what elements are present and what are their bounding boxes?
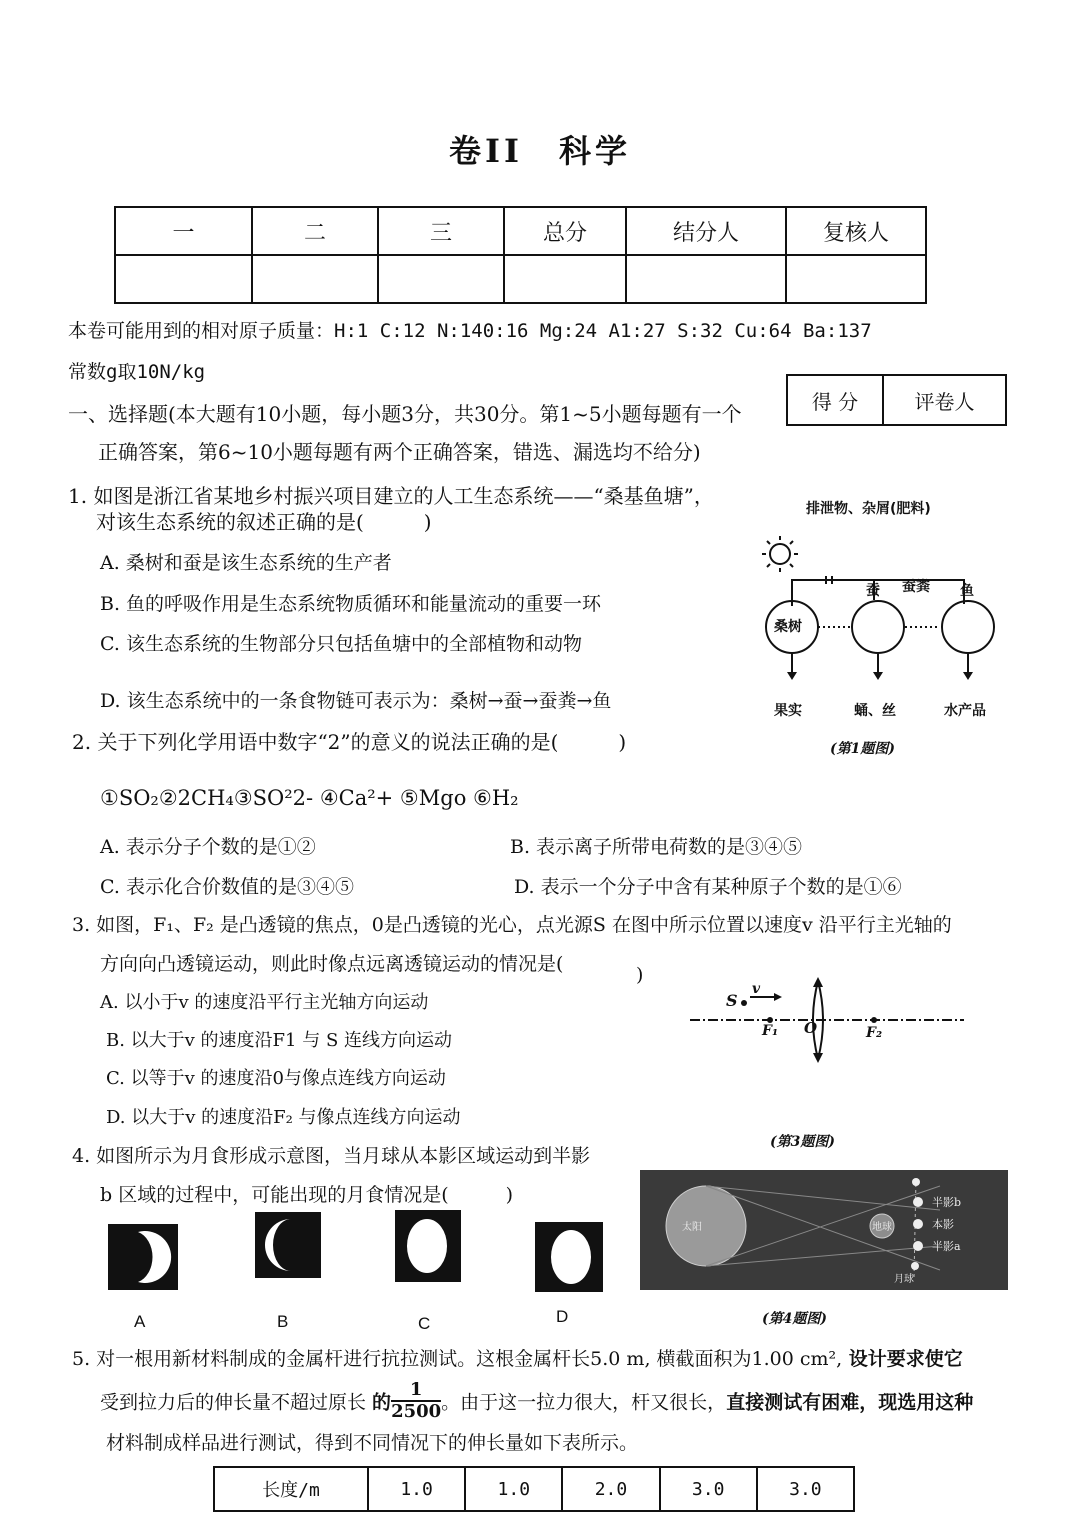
score-blank-cell[interactable] [504, 255, 626, 303]
q1-option-d[interactable]: D. 该生态系统中的一条食物链可表示为：桑树→蚕→蚕粪→鱼 [100, 690, 612, 712]
score-blank-cell[interactable] [252, 255, 378, 303]
velocity-label: v [752, 981, 761, 997]
silkworm-label: 蚕 [866, 583, 880, 599]
q3-stem-cont: 方向向凸透镜运动，则此时像点远离透镜运动的情况是( [100, 953, 564, 975]
q2-option-d[interactable]: D. 表示一个分子中含有某种原子个数的是①⑥ [514, 876, 902, 898]
sun-label: 太阳 [682, 1222, 702, 1233]
score-blank-cell[interactable] [626, 255, 786, 303]
score-blank-cell[interactable] [786, 255, 926, 303]
earth-label: 地球 [872, 1222, 892, 1233]
focus-f2-label: F₂ [866, 1025, 883, 1041]
pupa-silk-label: 蛹、丝 [854, 703, 896, 719]
moon-option-c-label: C [418, 1314, 431, 1333]
q4-stem-cont: b 区域的过程中，可能出现的月食情况是( ) [100, 1184, 514, 1206]
score-table-header-row [115, 207, 926, 255]
section-heading-cont: 正确答案，第6~10小题每题有两个正确答案，错选、漏选均不给分) [98, 440, 701, 464]
aquatic-label: 水产品 [944, 703, 986, 719]
q5-stem-part: 。由于这一拉力很大，杆又很长， [441, 1391, 727, 1414]
q3-option-c[interactable]: C. 以等于v 的速度沿0与像点连线方向运动 [106, 1068, 446, 1089]
score-header-cell: 二 [252, 207, 378, 255]
fruit-label: 果实 [774, 703, 802, 719]
q3-figure [688, 975, 968, 1150]
penumbra-b-label: 半影b [932, 1196, 962, 1209]
section-heading: 一、选择题(本大题有10小题，每小题3分，共30分。第1~5小题每题有一个 [68, 402, 742, 426]
q1-figure-caption: (第1题图) [830, 741, 895, 757]
q5-stem [72, 1344, 963, 1371]
moon-phase-b-icon [255, 1212, 321, 1278]
moon-option-c[interactable] [395, 1210, 461, 1282]
score-header-cell: 总分 [504, 207, 626, 255]
score-header-cell: 结分人 [626, 207, 786, 255]
q1-stem: 1. 如图是浙江省某地乡村振兴项目建立的人工生态系统——“桑基鱼塘”， [68, 484, 714, 508]
constant-note: 常数g取10N/kg [68, 361, 206, 383]
silkworm-dung-label: 蚕粪 [902, 579, 930, 595]
moon-phase-d-icon [535, 1222, 603, 1292]
score-table [114, 206, 927, 304]
lunar-eclipse-figure [640, 1170, 1008, 1290]
q1-stem-cont: 对该生态系统的叙述正确的是( ) [96, 510, 432, 534]
table-header-cell: 长度/m [214, 1467, 368, 1511]
q1-option-a[interactable]: A. 桑树和蚕是该生态系统的生产者 [100, 552, 392, 574]
q3-stem-paren: ) [636, 964, 644, 986]
q2-option-a[interactable]: A. 表示分子个数的是①② [100, 836, 316, 858]
moon-phase-c-icon [395, 1210, 461, 1282]
q1-figure [750, 492, 1040, 762]
reviewer-label: 评卷人 [883, 375, 1006, 425]
score-label: 得 分 [787, 375, 883, 425]
sun-icon [762, 536, 798, 572]
optical-center-label: O [804, 1019, 818, 1037]
moon-option-d[interactable] [535, 1222, 603, 1292]
moon-label: 月球 [894, 1274, 914, 1285]
table-cell: 3.0 [660, 1467, 757, 1511]
q5-stem-part-bold: 直接测试有困难，现选用这种 [726, 1391, 974, 1414]
q2-option-b[interactable]: B. 表示离子所带电荷数的是③④⑤ [510, 836, 803, 858]
moon-option-b[interactable] [255, 1212, 321, 1278]
umbra-label: 本影 [932, 1218, 954, 1231]
mulberry-label: 桑树 [774, 619, 802, 635]
fraction-denominator: 2500 [391, 1401, 442, 1422]
q4-figure-caption: (第4题图) [762, 1311, 827, 1327]
fraction [391, 1380, 441, 1422]
score-table-blank-row [115, 255, 926, 303]
q5-stem-part: 5. 对一根用新材料制成的金属杆进行抗拉测试。这根金属杆长5.0 m, 横截面积为1.00 cm², [72, 1348, 843, 1370]
penumbra-a-label: 半影a [932, 1240, 961, 1253]
q1-option-c[interactable]: C. 该生态系统的生物部分只包括鱼塘中的全部植物和动物 [100, 633, 582, 655]
q3-option-a[interactable]: A. 以小于v 的速度沿平行主光轴方向运动 [100, 992, 429, 1013]
table-row [214, 1467, 854, 1511]
score-header-cell: 一 [115, 207, 252, 255]
moon-option-a-label: A [134, 1312, 146, 1331]
score-blank-cell[interactable] [378, 255, 504, 303]
q1-option-b[interactable]: B. 鱼的呼吸作用是生态系统物质循环和能量流动的重要一环 [100, 593, 602, 615]
score-header-cell: 三 [378, 207, 504, 255]
q3-figure-caption: (第3题图) [770, 1134, 835, 1150]
q2-stem: 2. 关于下列化学用语中数字“2”的意义的说法正确的是( ) [72, 730, 627, 754]
q5-stem-cont [100, 1380, 973, 1422]
score-blank-cell[interactable] [115, 255, 252, 303]
fertilizer-label: 排泄物、杂屑(肥料) [806, 501, 931, 517]
q5-stem-part-bold: 的 [372, 1391, 392, 1414]
q5-stem-cont-2: 材料制成样品进行测试，得到不同情况下的伸长量如下表所示。 [106, 1432, 639, 1454]
table-cell: 1.0 [368, 1467, 465, 1511]
table-cell: 1.0 [465, 1467, 562, 1511]
score-header-cell: 复核人 [786, 207, 926, 255]
q4-stem: 4. 如图所示为月食形成示意图，当月球从本影区域运动到半影 [72, 1145, 591, 1167]
moon-option-b-label: B [277, 1312, 289, 1331]
focus-f1-label: F₁ [762, 1023, 779, 1039]
table-cell: 3.0 [757, 1467, 854, 1511]
grader-box [786, 374, 1007, 426]
q5-stem-part: 受到拉力后的伸长量不超过原长 [100, 1391, 373, 1414]
source-label: S [726, 991, 738, 1010]
q2-option-c[interactable]: C. 表示化合价数值的是③④⑤ [100, 876, 354, 898]
moon-phase-a-icon [108, 1224, 178, 1290]
moon-option-a[interactable] [108, 1224, 178, 1290]
q3-option-d[interactable]: D. 以大于v 的速度沿F₂ 与像点连线方向运动 [106, 1107, 461, 1128]
table-cell: 2.0 [562, 1467, 659, 1511]
q5-stem-part-bold: 设计要求使它 [842, 1348, 963, 1370]
fish-label: 鱼 [960, 583, 974, 599]
lens-diagram [688, 975, 968, 1075]
fraction-numerator: 1 [391, 1380, 441, 1402]
page-title: 卷II 科学 [449, 132, 631, 170]
q2-formulas: ①SO₂②2CH₄③SO²2- ④Ca²+ ⑤Mgo ⑥H₂ [100, 786, 519, 810]
moon-option-d-label: D [556, 1307, 569, 1326]
q3-stem: 3. 如图，F₁、F₂ 是凸透镜的焦点，0是凸透镜的光心，点光源S 在图中所示位置以速度v 沿平行主光轴的 [72, 914, 952, 936]
q5-data-table [213, 1466, 855, 1512]
q3-option-b[interactable]: B. 以大于v 的速度沿F1 与 S 连线方向运动 [106, 1030, 452, 1051]
atomic-mass-note: 本卷可能用到的相对原子质量：H:1 C:12 N:140:16 Mg:24 A1:27 S:32 Cu:64 Ba:137 [68, 320, 872, 342]
